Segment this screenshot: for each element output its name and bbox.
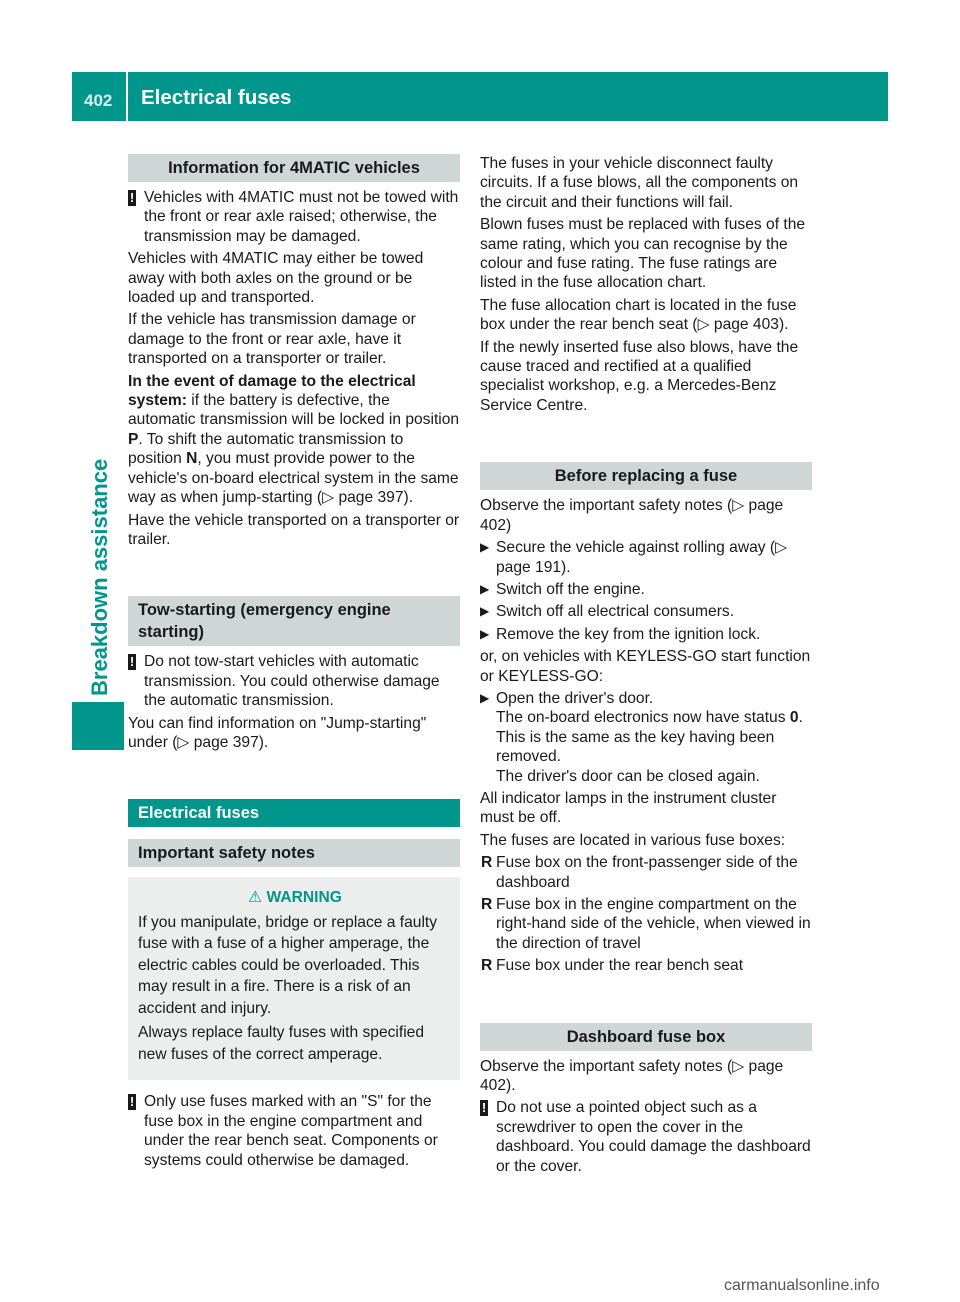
- paragraph: Blown fuses must be replaced with fuses of the same rating, which you can recognise by the colour and fuse rating. The fuse ratings are listed in the fuse allocation chart.: [480, 216, 806, 292]
- step-item: ▶ Switch off all electrical consumers.: [480, 603, 735, 621]
- step-arrow-icon: ▶: [480, 604, 490, 619]
- paragraph: or, on vehicles with KEYLESS-GO start function or KEYLESS-GO:: [480, 648, 811, 685]
- step-item: ▶ Remove the key from the ignition lock.: [480, 625, 761, 643]
- notice-4matic: ! Vehicles with 4MATIC must not be towed with the front or rear axle raised; otherwise, the transmission may be damaged.: [129, 189, 459, 245]
- heading-safety-notes: Important safety notes: [128, 839, 460, 867]
- list-item: R Fuse box in the engine compartment on the right-hand side of the vehicle, when viewed in the direction of travel: [481, 896, 811, 952]
- heading-4matic: Information for 4MATIC vehicles: [128, 154, 460, 182]
- paragraph: Observe the important safety notes (▷ page 402): [480, 497, 784, 534]
- warning-box: [128, 877, 460, 1080]
- step-arrow-icon: ▶: [480, 540, 490, 555]
- step-arrow-icon: ▶: [480, 581, 490, 596]
- warning-triangle-icon: ⚠: [248, 889, 263, 907]
- step-item: ▶ Secure the vehicle against rolling away (▷ page 191).: [480, 539, 788, 576]
- paragraph: Observe the important safety notes (▷ page 402).: [480, 1057, 784, 1095]
- paragraph: You can find information on "Jump-starting" under (▷ page 397).: [128, 714, 427, 751]
- page-number: 402: [84, 91, 113, 110]
- paragraph: Vehicles with 4MATIC may either be towed away with both axles on the ground or be loaded up and transported.: [128, 250, 424, 307]
- step-result: The on-board electronics now have status 0. This is the same as the key having been removed.: [496, 709, 803, 766]
- left-column: [128, 154, 460, 1173]
- header-title: Electrical fuses: [141, 86, 292, 109]
- warning-text: If you manipulate, bridge or replace a faulty fuse with a fuse of a higher amperage, the electric cables could be overloaded. This may result in a fire. There is a risk of an accident and injury.: [138, 913, 438, 1017]
- heading-electrical-fuses: Electrical fuses: [128, 799, 460, 827]
- exclamation-icon: !: [129, 190, 135, 205]
- heading-dashboard-fuse-box: Dashboard fuse box: [480, 1023, 812, 1051]
- paragraph: The fuses in your vehicle disconnect faulty circuits. If a fuse blows, all the components on the circuit and their functions will fail.: [480, 155, 799, 211]
- notice-tow-start: ! Do not tow-start vehicles with automatic transmission. You could otherwise damage the automatic transmission.: [129, 653, 440, 710]
- paragraph-electrical-damage: In the event of damage to the electrical system: if the battery is defective, the automatic transmission will be locked in position P. To shift the automatic transmission to position N, you must provide power to the vehicle's on-board electrical system in the same way as when jump-starting (▷ page 397).: [128, 372, 460, 507]
- step-item: ▶ Switch off the engine.: [480, 580, 645, 598]
- exclamation-icon: !: [129, 1094, 135, 1110]
- right-column: [480, 154, 812, 1179]
- warning-title: ⚠ WARNING: [248, 889, 342, 907]
- paragraph: Have the vehicle transported on a transporter or trailer.: [128, 511, 460, 548]
- step-arrow-icon: ▶: [480, 626, 490, 641]
- paragraph: The fuses are located in various fuse boxes:: [480, 831, 786, 849]
- step-arrow-icon: ▶: [480, 690, 490, 705]
- bullet-icon: R: [481, 896, 493, 913]
- exclamation-icon: !: [481, 1100, 487, 1116]
- header-divider: [126, 72, 128, 121]
- list-item: R Fuse box under the rear bench seat: [481, 957, 744, 975]
- heading-before-replacing: Before replacing a fuse: [480, 462, 812, 490]
- list-item: R Fuse box on the front-passenger side of the dashboard: [481, 854, 798, 891]
- paragraph: All indicator lamps in the instrument cluster must be off.: [480, 789, 777, 827]
- notice-fuses-s: ! Only use fuses marked with an "S" for the fuse box in the engine compartment and under the rear bench seat. Components or systems could otherwise be damaged.: [129, 1093, 438, 1169]
- side-section-label: Breakdown assistance: [87, 458, 112, 696]
- step-item: ▶ Open the driver's door. The on-board electronics now have status 0. This is the same as the key having been removed. The driver's door can be closed again.: [480, 689, 812, 786]
- side-tab-marker: [72, 702, 124, 750]
- heading-tow-starting: Tow-starting (emergency engine starting): [128, 596, 460, 646]
- paragraph: If the vehicle has transmission damage or damage to the front or rear axle, have it transported on a transporter or trailer.: [128, 311, 416, 368]
- exclamation-icon: !: [129, 654, 135, 670]
- bullet-icon: R: [481, 854, 493, 872]
- paragraph: The fuse allocation chart is located in the fuse box under the rear bench seat (▷ page 403).: [480, 296, 797, 334]
- paragraph: If the newly inserted fuse also blows, have the cause traced and rectified at a qualified specialist workshop, e.g. a Mercedes-Benz Service Centre.: [480, 338, 799, 414]
- notice-screwdriver: ! Do not use a pointed object such as a screwdriver to open the cover in the dashboard. You could damage the dashboard or the cover.: [481, 1099, 811, 1175]
- step-result: The driver's door can be closed again.: [496, 767, 760, 785]
- watermark: carmanualsonline.info: [724, 1277, 880, 1294]
- warning-text: Always replace faulty fuses with specified new fuses of the correct amperage.: [138, 1024, 425, 1063]
- page-header: [72, 72, 888, 121]
- bullet-icon: R: [481, 957, 493, 975]
